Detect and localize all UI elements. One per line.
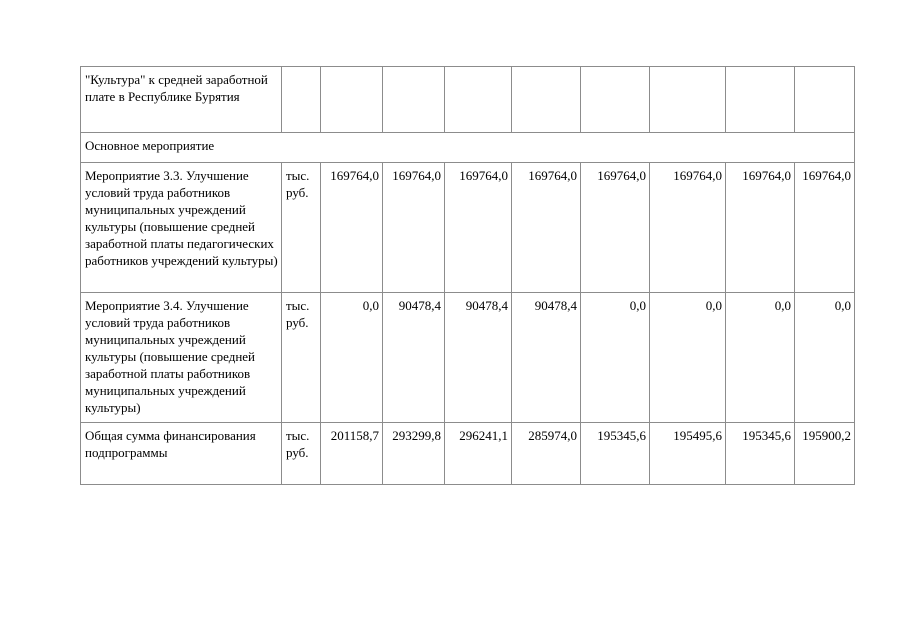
value-cell: 169764,0 bbox=[321, 163, 383, 293]
section-row bbox=[81, 133, 855, 163]
unit-cell: тыс. руб. bbox=[282, 423, 321, 485]
unit-cell: тыс. руб. bbox=[282, 163, 321, 293]
empty-cell bbox=[512, 67, 581, 133]
value-cell: 195345,6 bbox=[726, 423, 795, 485]
empty-cell bbox=[726, 67, 795, 133]
value-cell: 90478,4 bbox=[445, 293, 512, 423]
value-cell: 169764,0 bbox=[726, 163, 795, 293]
value-cell: 195345,6 bbox=[581, 423, 650, 485]
value-cell: 90478,4 bbox=[512, 293, 581, 423]
row-name-cell: Общая сумма финансирования подпрограммы bbox=[81, 423, 282, 485]
empty-cell bbox=[445, 67, 512, 133]
value-cell: 201158,7 bbox=[321, 423, 383, 485]
value-cell: 169764,0 bbox=[512, 163, 581, 293]
value-cell: 169764,0 bbox=[795, 163, 855, 293]
row-name-cell: Мероприятие 3.4. Улучшение условий труда работников муниципальных учреждений культуры (повышение средней заработной платы работников муниципальных учреждений культуры) bbox=[81, 293, 282, 423]
value-cell: 169764,0 bbox=[581, 163, 650, 293]
value-cell: 169764,0 bbox=[650, 163, 726, 293]
empty-cell bbox=[321, 67, 383, 133]
value-cell: 0,0 bbox=[650, 293, 726, 423]
row-name-cell: "Культура" к средней заработной плате в Республике Бурятия bbox=[81, 67, 282, 133]
value-cell: 195495,6 bbox=[650, 423, 726, 485]
value-cell: 0,0 bbox=[726, 293, 795, 423]
row-name-cell: Мероприятие 3.3. Улучшение условий труда работников муниципальных учреждений культуры (повышение средней заработной платы педагогических работников учреждений культуры) bbox=[81, 163, 282, 293]
funding-table bbox=[80, 66, 855, 485]
empty-cell bbox=[795, 67, 855, 133]
value-cell: 90478,4 bbox=[383, 293, 445, 423]
value-cell: 0,0 bbox=[795, 293, 855, 423]
empty-cell bbox=[650, 67, 726, 133]
value-cell: 285974,0 bbox=[512, 423, 581, 485]
table-row bbox=[81, 293, 855, 423]
value-cell: 0,0 bbox=[581, 293, 650, 423]
value-cell: 195900,2 bbox=[795, 423, 855, 485]
value-cell: 0,0 bbox=[321, 293, 383, 423]
section-label: Основное мероприятие bbox=[81, 133, 855, 163]
total-row bbox=[81, 423, 855, 485]
value-cell: 293299,8 bbox=[383, 423, 445, 485]
value-cell: 169764,0 bbox=[383, 163, 445, 293]
table-row bbox=[81, 67, 855, 133]
unit-cell: тыс. руб. bbox=[282, 293, 321, 423]
empty-cell bbox=[581, 67, 650, 133]
empty-cell bbox=[383, 67, 445, 133]
empty-cell bbox=[282, 67, 321, 133]
value-cell: 296241,1 bbox=[445, 423, 512, 485]
table-row bbox=[81, 163, 855, 293]
value-cell: 169764,0 bbox=[445, 163, 512, 293]
